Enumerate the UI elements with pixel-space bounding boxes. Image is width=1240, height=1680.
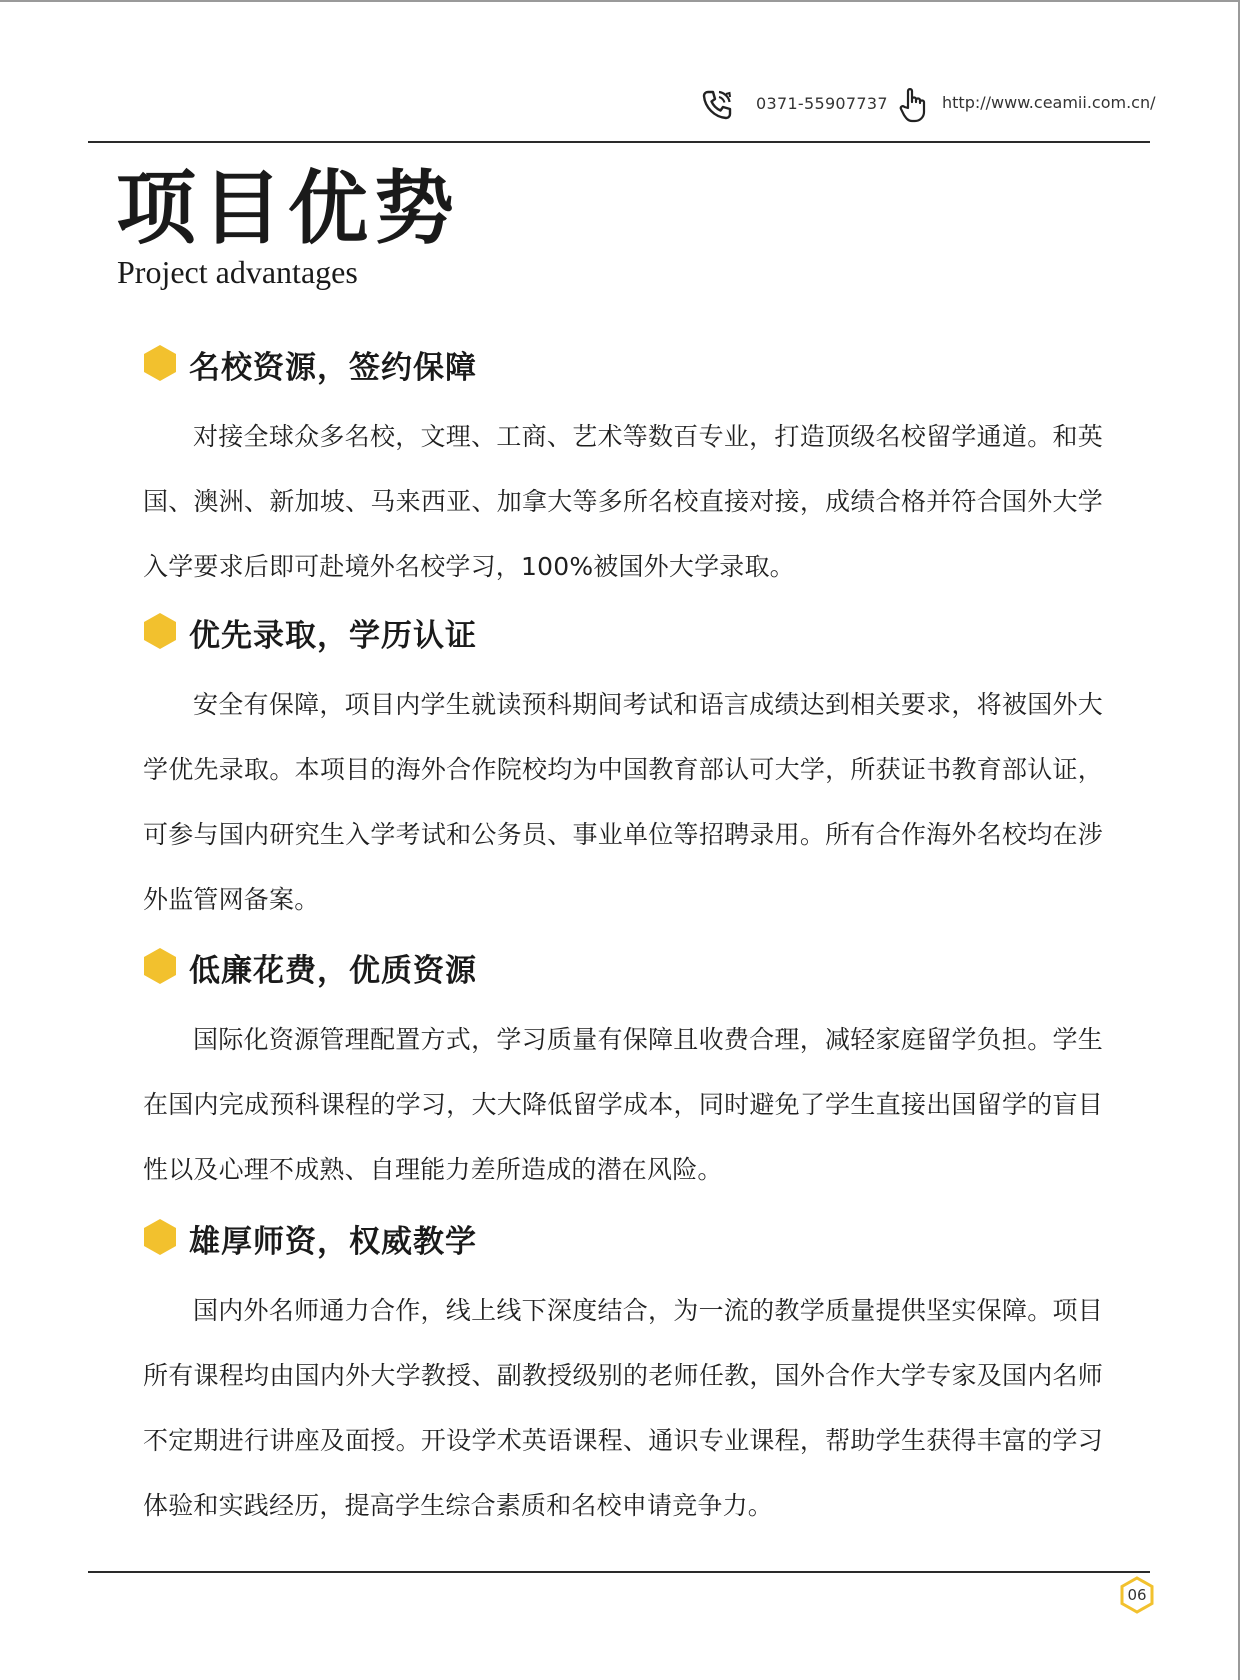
section-heading: 名校资源，签约保障 bbox=[189, 350, 477, 386]
section-heading: 低廉花费，优质资源 bbox=[189, 953, 477, 989]
section-priority-admission bbox=[143, 606, 1103, 932]
top-divider bbox=[88, 141, 1150, 143]
section-heading: 优先录取，学历认证 bbox=[189, 618, 477, 654]
bottom-divider bbox=[88, 1571, 1150, 1573]
hexagon-bullet-icon bbox=[143, 612, 177, 650]
hexagon-bullet-icon bbox=[143, 344, 177, 382]
page-number-badge bbox=[1120, 1576, 1154, 1614]
section-body: 安全有保障，项目内学生就读预科期间考试和语言成绩达到相关要求，将被国外大学优先录取。本项目的海外合作院校均为中国教育部认可大学，所获证书教育部认证，可参与国内研究生入学考试和公务员、事业单位等招聘录用。所有合作海外名校均在涉外监管网备案。 bbox=[143, 690, 1103, 914]
section-low-cost bbox=[143, 941, 1103, 1202]
section-famous-schools bbox=[143, 338, 1103, 599]
website-url[interactable]: http://www.ceamii.com.cn/ bbox=[942, 93, 1156, 112]
hexagon-bullet-icon bbox=[143, 1218, 177, 1256]
page-top-border bbox=[0, 0, 1240, 2]
phone-icon bbox=[700, 88, 734, 122]
page-title: 项目优势 bbox=[116, 161, 460, 255]
section-body: 国际化资源管理配置方式，学习质量有保障且收费合理，减轻家庭留学负担。学生在国内完成预科课程的学习，大大降低留学成本，同时避免了学生直接出国留学的盲目性以及心理不成熟、自理能力差所造成的潜在风险。 bbox=[143, 1025, 1103, 1184]
page-subtitle: Project advantages bbox=[117, 254, 358, 290]
hand-pointer-icon bbox=[898, 86, 930, 124]
section-body: 对接全球众多名校，文理、工商、艺术等数百专业，打造顶级名校留学通道。和英国、澳洲、新加坡、马来西亚、加拿大等多所名校直接对接，成绩合格并符合国外大学入学要求后即可赴境外名校学习，100%被国外大学录取。 bbox=[143, 422, 1103, 581]
hexagon-bullet-icon bbox=[143, 947, 177, 985]
section-heading: 雄厚师资，权威教学 bbox=[189, 1224, 477, 1260]
section-body: 国内外名师通力合作，线上线下深度结合，为一流的教学质量提供坚实保障。项目所有课程均由国内外大学教授、副教授级别的老师任教，国外合作大学专家及国内名师不定期进行讲座及面授。开设学术英语课程、通识专业课程，帮助学生获得丰富的学习体验和实践经历，提高学生综合素质和名校申请竞争力。 bbox=[143, 1296, 1103, 1520]
section-faculty bbox=[143, 1212, 1103, 1538]
phone-number: 0371-55907737 bbox=[756, 94, 888, 113]
contact-header bbox=[700, 86, 1156, 126]
page-number: 06 bbox=[1127, 1586, 1147, 1604]
